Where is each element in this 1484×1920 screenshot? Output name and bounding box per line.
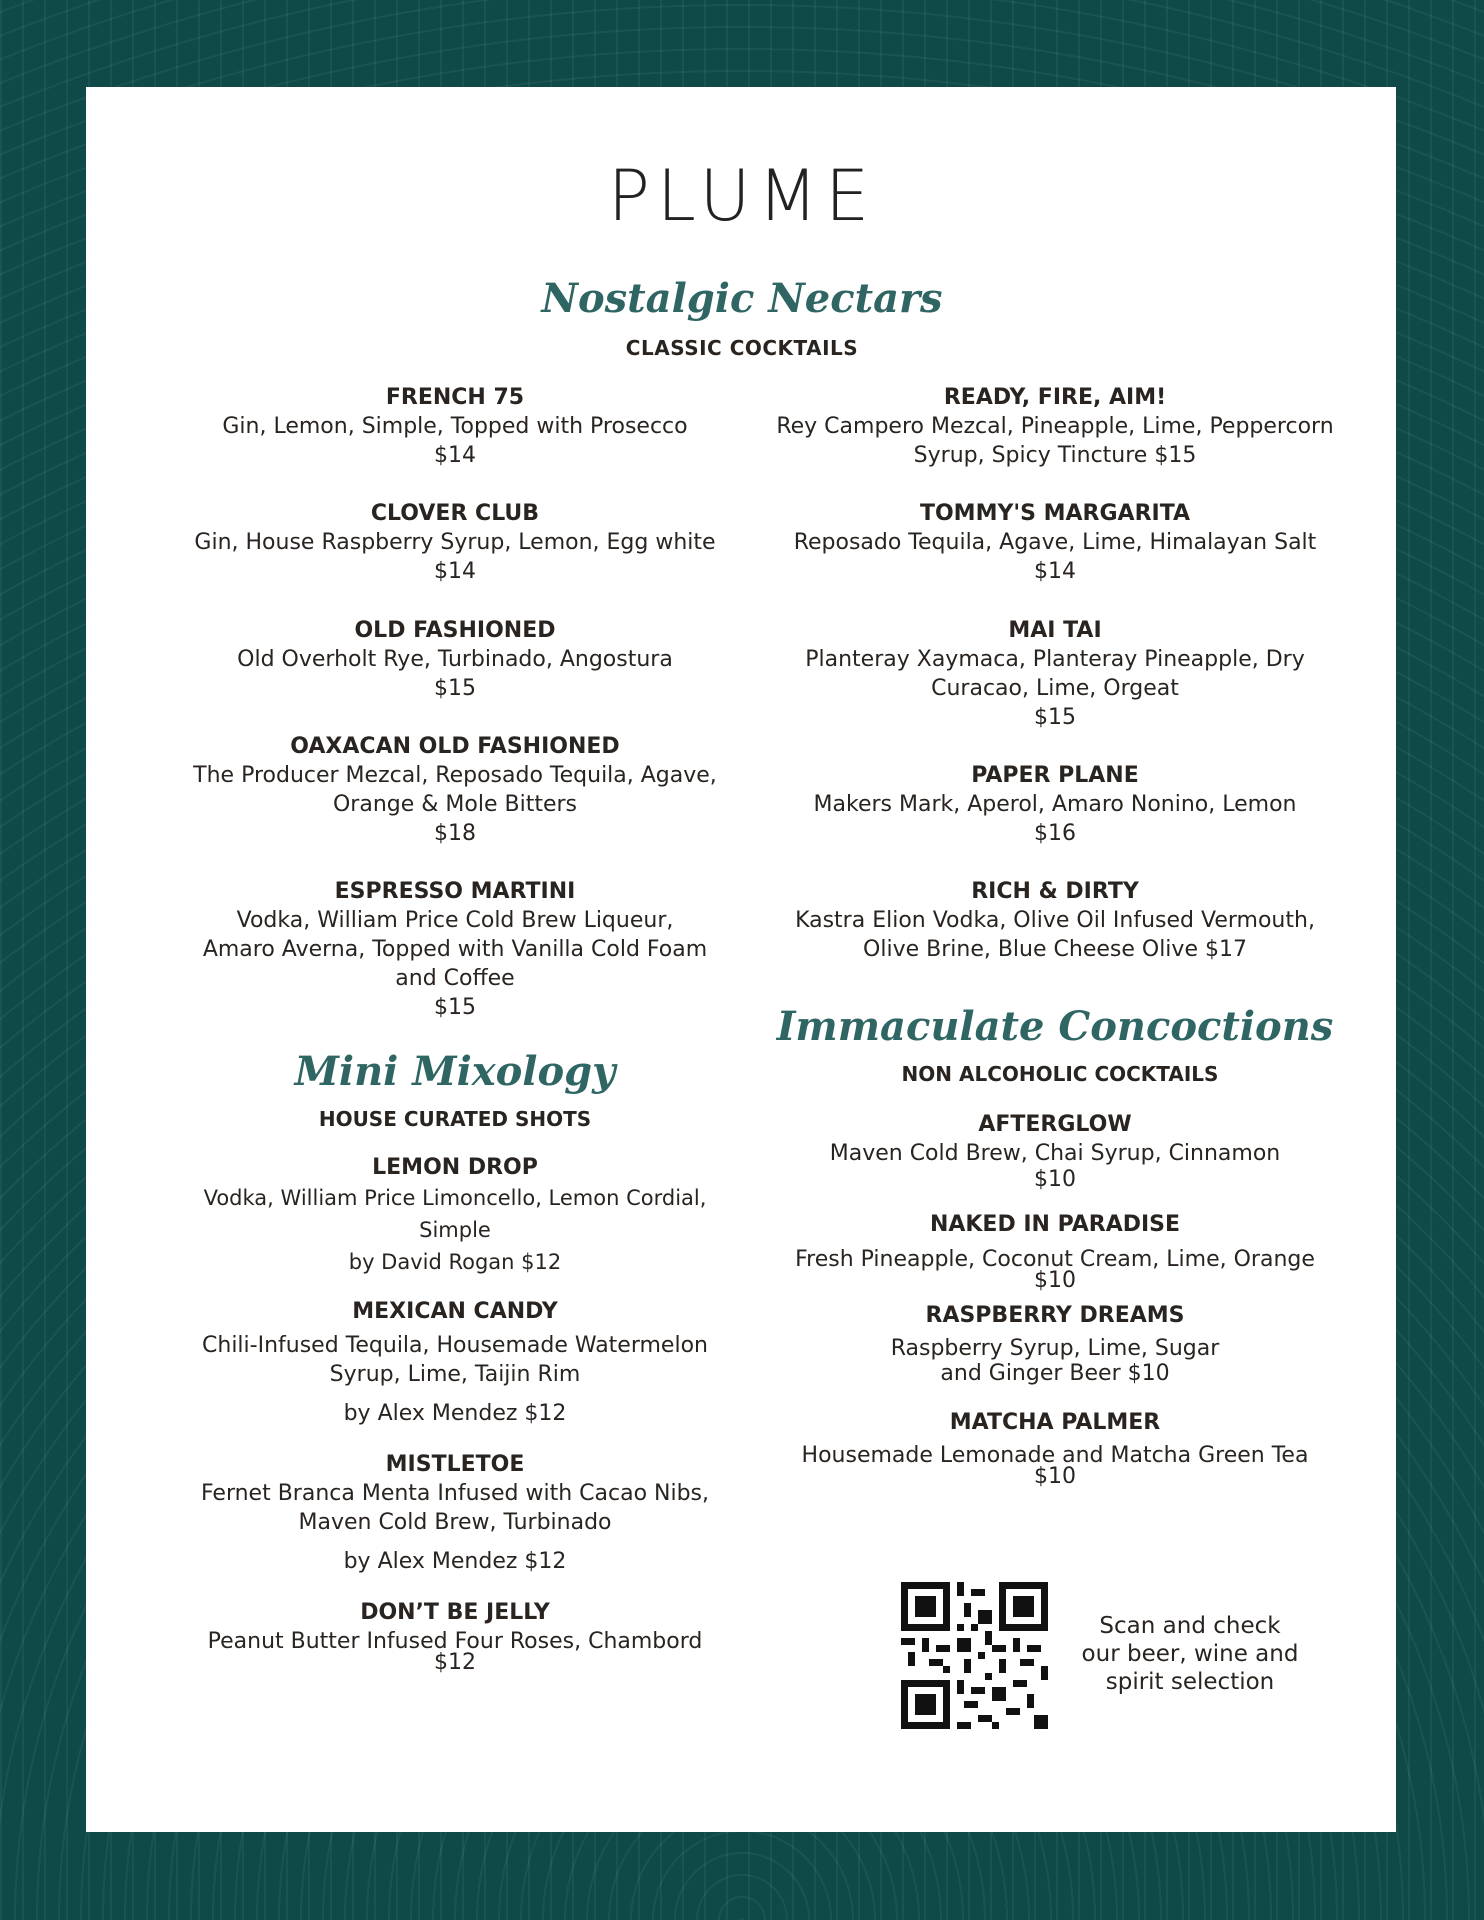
item-desc: Reposado Tequila, Agave, Lime, Himalayan Salt (793, 530, 1317, 555)
item-desc: and Coffee (395, 966, 515, 991)
item-desc: Olive Brine, Blue Cheese Olive $17 (863, 937, 1247, 962)
item-desc: Syrup, Lime, Taijin Rim (329, 1362, 581, 1387)
item-desc: Fernet Branca Menta Infused with Cacao Nibs, (200, 1481, 710, 1506)
item-price: $10 (1034, 1268, 1076, 1293)
item-byline: by Alex Mendez $12 (343, 1401, 567, 1426)
menu-item (775, 383, 1335, 470)
item-desc: Maven Cold Brew, Turbinado (298, 1510, 612, 1535)
item-price: $14 (434, 443, 476, 468)
menu-item (190, 1450, 720, 1576)
item-name: FRENCH 75 (385, 385, 525, 410)
item-desc: Planteray Xaymaca, Planteray Pineapple, Dry (805, 647, 1305, 672)
item-price: $15 (434, 676, 476, 701)
qr-caption-line: Scan and check (1099, 1613, 1281, 1639)
item-name: AFTERGLOW (978, 1112, 1132, 1137)
menu-item (190, 732, 720, 848)
qr-caption (1080, 1612, 1300, 1696)
item-desc: Curacao, Lime, Orgeat (931, 676, 1179, 701)
item-desc: Chili-Infused Tequila, Housemade Watermelon (202, 1333, 708, 1358)
menu-item (775, 1210, 1335, 1295)
menu-item (775, 1408, 1335, 1491)
menu-item (190, 1297, 720, 1428)
item-name: MISTLETOE (385, 1452, 525, 1477)
item-name: OAXACAN OLD FASHIONED (290, 734, 620, 759)
item-desc: Simple (419, 1218, 491, 1242)
item-desc: Amaro Averna, Topped with Vanilla Cold Foam (202, 937, 708, 962)
item-desc: Peanut Butter Infused Four Roses, Chambord (207, 1629, 703, 1654)
item-price: $16 (1034, 821, 1076, 846)
item-desc: Syrup, Spicy Tincture $15 (913, 443, 1197, 468)
item-desc: Orange & Mole Bitters (332, 792, 577, 817)
item-name: RICH & DIRTY (971, 879, 1139, 904)
menu-item (775, 877, 1335, 964)
item-name: OLD FASHIONED (354, 618, 556, 643)
item-price: $15 (434, 995, 476, 1020)
section-title-shots: Mini Mixology (294, 1048, 616, 1095)
item-byline: by Alex Mendez $12 (343, 1549, 567, 1574)
item-name: TOMMY'S MARGARITA (919, 501, 1191, 526)
item-name: DON’T BE JELLY (360, 1600, 550, 1625)
section-subtitle-nonalc: NON ALCOHOLIC COCKTAILS (901, 1062, 1219, 1086)
item-name: MATCHA PALMER (949, 1410, 1161, 1435)
item-desc: Gin, Lemon, Simple, Topped with Prosecco (222, 414, 688, 439)
item-desc: Maven Cold Brew, Chai Syrup, Cinnamon (829, 1141, 1281, 1166)
menu-item (775, 1301, 1335, 1388)
item-price: $15 (1034, 705, 1076, 730)
item-desc: Vodka, William Price Limoncello, Lemon Cordial, (203, 1186, 707, 1210)
item-price: $10 (1034, 1167, 1076, 1192)
item-desc: Fresh Pineapple, Coconut Cream, Lime, Orange (795, 1247, 1315, 1272)
item-byline: by David Rogan $12 (348, 1250, 562, 1274)
item-name: NAKED IN PARADISE (929, 1212, 1181, 1237)
menu-item (190, 1153, 720, 1278)
item-desc: Vodka, William Price Cold Brew Liqueur, (236, 908, 674, 933)
item-name: PAPER PLANE (971, 763, 1139, 788)
item-desc: Raspberry Syrup, Lime, Sugar (890, 1336, 1220, 1361)
section-subtitle-shots: HOUSE CURATED SHOTS (318, 1107, 592, 1131)
item-desc: Kastra Elion Vodka, Olive Oil Infused Vermouth, (795, 908, 1315, 933)
qr-caption-line: spirit selection (1105, 1669, 1275, 1695)
item-desc: Housemade Lemonade and Matcha Green Tea (801, 1443, 1309, 1468)
item-name: READY, FIRE, AIM! (943, 385, 1167, 410)
item-desc: and Ginger Beer $10 (940, 1361, 1170, 1386)
menu-item (190, 877, 720, 1022)
item-name: MEXICAN CANDY (352, 1299, 558, 1324)
item-price: $14 (1034, 559, 1076, 584)
item-price: $18 (434, 821, 476, 846)
section-subtitle-classic: CLASSIC COCKTAILS (625, 336, 859, 360)
qr-code-icon[interactable] (901, 1582, 1048, 1729)
menu-item (190, 616, 720, 703)
menu-item (775, 1110, 1335, 1194)
menu-item (775, 761, 1335, 848)
item-price: $10 (1034, 1464, 1076, 1489)
item-name: RASPBERRY DREAMS (925, 1303, 1185, 1328)
item-desc: Rey Campero Mezcal, Pineapple, Lime, Peppercorn (776, 414, 1334, 439)
menu-item (190, 383, 720, 470)
item-name: ESPRESSO MARTINI (334, 879, 576, 904)
section-title-nonalc: Immaculate Concoctions (776, 1003, 1334, 1050)
item-price: $14 (434, 559, 476, 584)
item-desc: Makers Mark, Aperol, Amaro Nonino, Lemon (813, 792, 1297, 817)
menu-item (775, 499, 1335, 586)
menu-item (190, 499, 720, 586)
item-price: $12 (434, 1650, 476, 1675)
brand-logo: PLUME (607, 155, 877, 237)
qr-caption-line: our beer, wine and (1081, 1641, 1299, 1667)
item-name: LEMON DROP (372, 1155, 538, 1180)
section-title-classic: Nostalgic Nectars (541, 275, 943, 322)
item-desc: Old Overholt Rye, Turbinado, Angostura (237, 647, 673, 672)
menu-item (775, 616, 1335, 732)
item-name: CLOVER CLUB (370, 501, 540, 526)
menu-item (190, 1598, 720, 1677)
classic-left-column (190, 0, 720, 1920)
item-name: MAI TAI (1008, 618, 1102, 643)
item-desc: The Producer Mezcal, Reposado Tequila, Agave, (193, 763, 717, 788)
item-desc: Gin, House Raspberry Syrup, Lemon, Egg white (194, 530, 716, 555)
